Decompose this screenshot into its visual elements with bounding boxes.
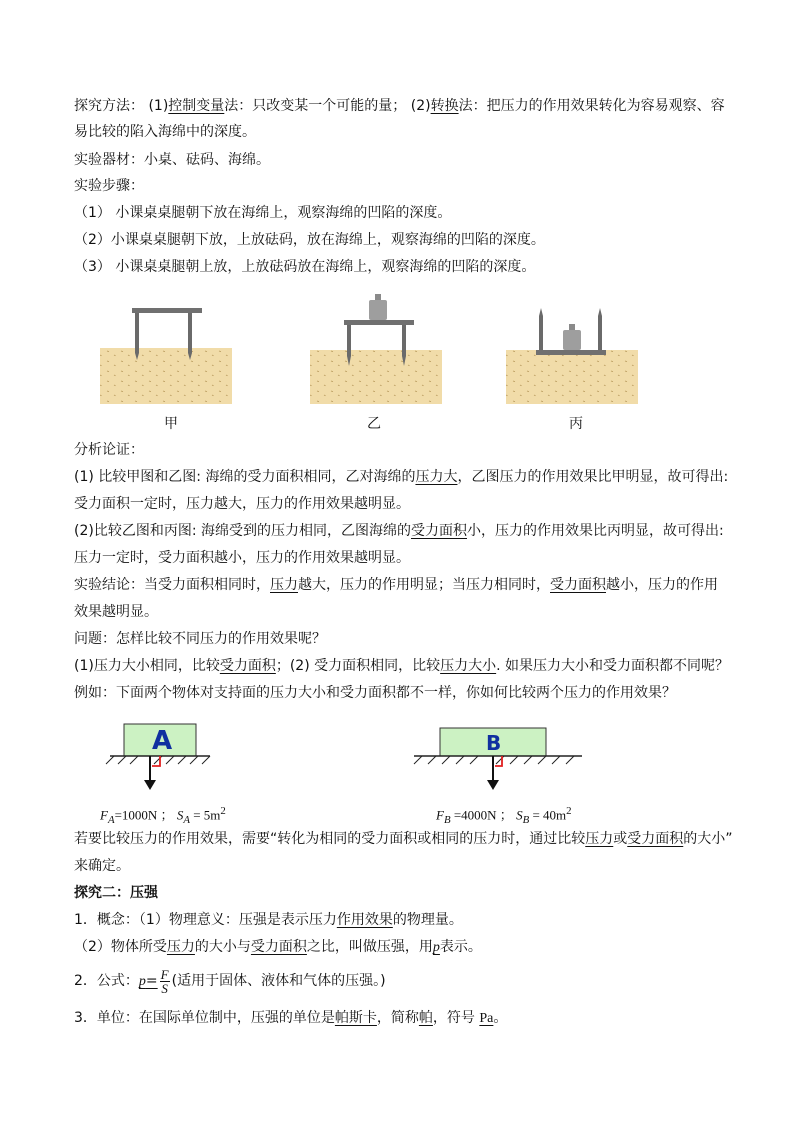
block-a-formula — [100, 801, 226, 830]
analysis-p2-u: 受力面积 — [411, 523, 467, 539]
method-1-num: (1) — [148, 98, 169, 114]
analysis-p2 — [74, 521, 724, 541]
block-b-letter: B — [486, 731, 502, 755]
question-a3: . 如果压力大小和受力面积都不同呢？ — [496, 658, 730, 674]
u-u1: 帕斯卡 — [334, 1010, 377, 1026]
u-u3: Pa — [479, 1011, 494, 1026]
methods-prefix: 探究方法： — [74, 98, 144, 114]
block-a-letter: A — [152, 726, 173, 756]
label-jia: 甲 — [164, 416, 178, 432]
analysis-p2-a: (2)比较乙图和丙图: 海绵受到的压力相同，乙图海绵的 — [74, 523, 411, 539]
question-example: 例如：下面两个物体对支持面的压力大小和受力面积都不一样，你如何比较两个压力的作用效果？ — [74, 685, 676, 701]
question-answer — [74, 656, 729, 676]
step-2: （2）小课桌桌腿朝下放，上放砝码，放在海绵上，观察海绵的凹陷的深度。 — [74, 232, 545, 248]
step-3: （3） 小课桌桌腿朝上放，上放砝码放在海绵上，观察海绵的凹陷的深度。 — [74, 259, 536, 275]
conclusion-b: 越大，压力的作用明显；当压力相同时， — [298, 577, 550, 593]
u-u2: 帕 — [418, 1010, 433, 1026]
u-c: ，符号 — [432, 1010, 480, 1026]
c2-d: 表示。 — [439, 939, 482, 955]
conclusion-u2: 受力面积 — [550, 577, 606, 593]
compare-a: 若要比较压力的作用效果，需要“转化为相同的受力面积或相同的压力时，通过比较 — [74, 831, 586, 847]
compare — [74, 829, 733, 849]
block-a-diagram — [106, 724, 210, 790]
weight-yi — [369, 294, 387, 320]
question-u1: 受力面积 — [219, 658, 276, 674]
steps-label: 实验步骤： — [74, 178, 144, 194]
b-sub: B — [443, 813, 451, 826]
conclusion-a: 实验结论：当受力面积相同时， — [74, 577, 270, 593]
question-a1: (1)压力大小相同，比较 — [74, 658, 220, 674]
pressure-formula — [138, 966, 172, 996]
u-d: 。 — [493, 1010, 508, 1026]
conclusion-d: 效果越明显。 — [74, 604, 158, 620]
u-a: 3．单位：在国际单位制中，压强的单位是 — [74, 1010, 335, 1026]
question-u2: 压力大小 — [440, 658, 497, 674]
methods-line — [74, 96, 725, 116]
analysis-p1-c: 受力面积一定时，压力越大，压力的作用效果越明显。 — [74, 496, 410, 512]
a-sup: 2 — [220, 805, 226, 817]
sponge-yi — [310, 350, 442, 404]
analysis-p1 — [74, 467, 728, 487]
block-b-diagram — [414, 728, 582, 790]
step-1: （1） 小课桌桌腿朝下放在海绵上，观察海绵的凹陷的深度。 — [74, 205, 452, 221]
compare-b: 或 — [613, 831, 628, 847]
compare-c: 的大小” — [683, 831, 733, 847]
c2-c: 之比，叫做压强，用 — [306, 939, 433, 955]
concept-1 — [74, 910, 463, 930]
formula-line — [74, 966, 386, 997]
compare-d: 来确定。 — [74, 858, 130, 874]
a-S: S — [176, 807, 184, 823]
conclusion — [74, 575, 718, 595]
sponge-jia — [100, 348, 232, 404]
f-a: 2．公式： — [74, 973, 139, 989]
compare-u1: 压力 — [585, 831, 614, 847]
f-eq: = — [145, 973, 158, 989]
analysis-p2-b: 小，压力的作用效果比丙明显，故可得出: — [467, 523, 724, 539]
a-sub: A — [107, 813, 115, 826]
a-sub2: A — [183, 813, 190, 826]
unit-line — [74, 1008, 507, 1029]
c2-p: p — [432, 940, 440, 955]
b-sup: 2 — [566, 805, 572, 817]
b-F: F — [436, 807, 444, 823]
experiment-figure — [90, 288, 650, 413]
c2-b: 的大小与 — [194, 939, 251, 955]
concept-2 — [74, 937, 482, 958]
method-2-text: 法：把压力的作用效果转化为容易观察、容 — [458, 98, 725, 114]
f-b: (适用于固体、液体和气体的压强。) — [171, 973, 386, 989]
a-F: F — [100, 807, 108, 823]
c1-u: 作用效果 — [336, 912, 393, 928]
u-b: ，简称 — [376, 1010, 419, 1026]
question-a2: ；(2) 受力面积相同，比较 — [275, 658, 441, 674]
analysis-p1-u: 压力大 — [415, 469, 458, 485]
method-2-name: 转换 — [430, 98, 459, 114]
methods-cont: 易比较的陷入海绵中的深度。 — [74, 124, 256, 140]
right-angle-a — [152, 756, 160, 766]
method-1-text: 法：只改变某一个可能的量； — [224, 98, 407, 114]
analysis-p1-b: ，乙图压力的作用效果比甲明显，故可得出: — [457, 469, 729, 485]
c1-b: 的物理量。 — [392, 912, 463, 928]
method-2-num: (2) — [410, 98, 431, 114]
c2-a: （2）物体所受 — [74, 939, 167, 955]
b-val: = 40m — [529, 807, 567, 823]
f-p: p — [138, 974, 146, 989]
compare-u2: 受力面积 — [627, 831, 684, 847]
b-S: S — [516, 807, 523, 823]
block-b-formula — [436, 801, 572, 830]
question: 问题：怎样比较不同压力的作用效果呢？ — [74, 631, 326, 647]
materials: 实验器材：小桌、砝码、海绵。 — [74, 152, 270, 168]
f-num: F — [160, 966, 169, 982]
conclusion-c: 越小，压力的作用 — [606, 577, 718, 593]
conclusion-u1: 压力 — [270, 577, 298, 593]
label-bing: 丙 — [569, 416, 583, 432]
analysis-p1-a: (1) 比较甲图和乙图: 海绵的受力面积相同，乙对海绵的 — [74, 469, 416, 485]
c2-u2: 受力面积 — [250, 939, 307, 955]
analysis-p2-c: 压力一定时，受力面积越小，压力的作用效果越明显。 — [74, 550, 410, 566]
fraction — [160, 968, 170, 995]
method-1-name: 控制变量 — [168, 98, 225, 114]
blocks-figure — [100, 718, 600, 798]
section2-title: 探究二：压强 — [74, 885, 158, 901]
b-sub2: B — [522, 813, 530, 826]
f-den: S — [161, 980, 168, 996]
analysis-label: 分析论证： — [74, 442, 144, 458]
label-yi: 乙 — [367, 416, 381, 432]
c1-a: 1．概念：（1）物理意义：压强是表示压力 — [74, 912, 337, 928]
sponge-bing — [506, 350, 638, 404]
b-eq: =4000N ； — [450, 807, 513, 823]
c2-u1: 压力 — [166, 939, 195, 955]
a-val: = 5m — [189, 807, 221, 823]
a-eq: =1000N ； — [114, 807, 174, 823]
weight-bing — [563, 324, 581, 350]
